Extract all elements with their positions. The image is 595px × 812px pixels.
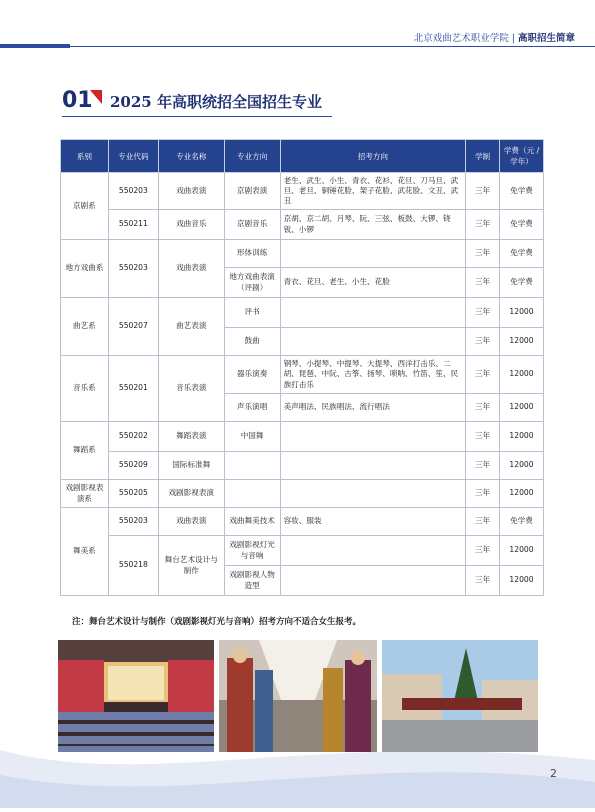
exam-cell bbox=[280, 422, 466, 452]
name-cell: 戏曲表演 bbox=[158, 508, 224, 536]
header-rule bbox=[70, 46, 595, 47]
dept-cell: 音乐系 bbox=[61, 356, 109, 422]
table-row bbox=[61, 240, 544, 268]
header-separator: | bbox=[511, 33, 515, 44]
direction-cell: 中国舞 bbox=[224, 422, 280, 452]
fee-cell: 12000 bbox=[500, 536, 544, 566]
years-cell: 三年 bbox=[466, 298, 500, 328]
code-cell: 550203 bbox=[108, 508, 158, 536]
years-cell: 三年 bbox=[466, 268, 500, 298]
col-header-fee: 学费（元 / 学年） bbox=[500, 140, 544, 173]
direction-cell: 京剧表演 bbox=[224, 173, 280, 210]
footnote: 注：舞台艺术设计与制作（戏剧影视灯光与音响）招考方向不适合女生报考。 bbox=[72, 617, 362, 627]
fee-cell: 免学费 bbox=[500, 268, 544, 298]
table-row bbox=[61, 508, 544, 536]
section-marker-icon bbox=[90, 90, 102, 104]
code-cell: 550202 bbox=[108, 422, 158, 452]
header-doc-title: 高职招生简章 bbox=[517, 33, 575, 44]
majors-table bbox=[60, 139, 544, 596]
years-cell: 三年 bbox=[466, 240, 500, 268]
table-row bbox=[61, 356, 544, 394]
campus-photo bbox=[382, 640, 538, 752]
name-cell: 曲艺表演 bbox=[158, 298, 224, 356]
name-cell: 戏曲音乐 bbox=[158, 210, 224, 240]
code-cell: 550203 bbox=[108, 240, 158, 298]
table-row bbox=[61, 452, 544, 480]
exam-cell bbox=[280, 298, 466, 328]
direction-cell: 声乐演唱 bbox=[224, 394, 280, 422]
direction-cell: 形体训练 bbox=[224, 240, 280, 268]
page-number: 2 bbox=[550, 767, 557, 780]
years-cell: 三年 bbox=[466, 508, 500, 536]
fee-cell: 12000 bbox=[500, 452, 544, 480]
direction-cell: 鼓曲 bbox=[224, 328, 280, 356]
direction-cell: 戏曲舞美技术 bbox=[224, 508, 280, 536]
years-cell: 三年 bbox=[466, 422, 500, 452]
col-header-code: 专业代码 bbox=[108, 140, 158, 173]
dept-cell: 地方戏曲系 bbox=[61, 240, 109, 298]
direction-cell: 戏剧影视灯光与音响 bbox=[224, 536, 280, 566]
col-header-direction: 专业方向 bbox=[224, 140, 280, 173]
col-header-years: 学制 bbox=[466, 140, 500, 173]
years-cell: 三年 bbox=[466, 173, 500, 210]
exam-cell bbox=[280, 480, 466, 508]
code-cell: 550218 bbox=[108, 536, 158, 596]
exam-cell bbox=[280, 452, 466, 480]
years-cell: 三年 bbox=[466, 210, 500, 240]
fee-cell: 12000 bbox=[500, 328, 544, 356]
header-school: 北京戏曲艺术职业学院 bbox=[413, 33, 509, 44]
code-cell: 550207 bbox=[108, 298, 158, 356]
dept-cell: 曲艺系 bbox=[61, 298, 109, 356]
exam-cell: 京胡、京二胡、月琴、阮、三弦、板鼓、大锣、铙钹、小锣 bbox=[280, 210, 466, 240]
name-cell: 戏剧影视表演 bbox=[158, 480, 224, 508]
running-header bbox=[414, 30, 575, 44]
exam-cell: 钢琴、小提琴、中提琴、大提琴、西洋打击乐、二胡、琵琶、中阮、古筝、扬琴、唢呐、竹笛、笙、民族打击乐 bbox=[280, 356, 466, 394]
exam-cell bbox=[280, 566, 466, 596]
fee-cell: 12000 bbox=[500, 422, 544, 452]
exam-cell bbox=[280, 536, 466, 566]
section-number: 01 bbox=[62, 88, 93, 113]
exam-cell bbox=[280, 240, 466, 268]
direction-cell: 地方戏曲表演（评剧） bbox=[224, 268, 280, 298]
code-cell: 550201 bbox=[108, 356, 158, 422]
exam-cell: 青衣、花旦、老生、小生、花脸 bbox=[280, 268, 466, 298]
name-cell: 舞蹈表演 bbox=[158, 422, 224, 452]
fee-cell: 免学费 bbox=[500, 508, 544, 536]
years-cell: 三年 bbox=[466, 356, 500, 394]
table-row bbox=[61, 173, 544, 210]
direction-cell bbox=[224, 480, 280, 508]
years-cell: 三年 bbox=[466, 394, 500, 422]
costume-exhibit-photo bbox=[219, 640, 377, 752]
direction-cell: 京剧音乐 bbox=[224, 210, 280, 240]
table-row bbox=[61, 422, 544, 452]
fee-cell: 免学费 bbox=[500, 240, 544, 268]
years-cell: 三年 bbox=[466, 536, 500, 566]
exam-cell: 美声唱法、民族唱法、流行唱法 bbox=[280, 394, 466, 422]
exam-cell bbox=[280, 328, 466, 356]
fee-cell: 12000 bbox=[500, 480, 544, 508]
dept-cell: 舞美系 bbox=[61, 508, 109, 596]
years-cell: 三年 bbox=[466, 480, 500, 508]
dept-cell: 戏剧影视表演系 bbox=[61, 480, 109, 508]
table-row bbox=[61, 298, 544, 328]
name-cell: 国际标准舞 bbox=[158, 452, 224, 480]
col-header-exam: 招考方向 bbox=[280, 140, 466, 173]
name-cell: 戏曲表演 bbox=[158, 173, 224, 210]
fee-cell: 12000 bbox=[500, 394, 544, 422]
direction-cell: 戏剧影视人物造型 bbox=[224, 566, 280, 596]
code-cell: 550205 bbox=[108, 480, 158, 508]
table-row bbox=[61, 210, 544, 240]
section-underline bbox=[62, 116, 332, 117]
code-cell: 550211 bbox=[108, 210, 158, 240]
direction-cell: 评书 bbox=[224, 298, 280, 328]
years-cell: 三年 bbox=[466, 452, 500, 480]
section-title: 2025 年高职统招全国招生专业 bbox=[110, 93, 322, 111]
section-heading bbox=[62, 88, 332, 114]
name-cell: 舞台艺术设计与制作 bbox=[158, 536, 224, 596]
dept-cell: 京剧系 bbox=[61, 173, 109, 240]
direction-cell bbox=[224, 452, 280, 480]
theater-photo bbox=[58, 640, 214, 752]
exam-cell: 老生、武生、小生、青衣、花衫、花旦、刀马旦、武旦、老旦、铜锤花脸、架子花脸、武花脸、文丑、武丑 bbox=[280, 173, 466, 210]
fee-cell: 12000 bbox=[500, 566, 544, 596]
years-cell: 三年 bbox=[466, 328, 500, 356]
code-cell: 550209 bbox=[108, 452, 158, 480]
fee-cell: 免学费 bbox=[500, 210, 544, 240]
exam-cell: 容妆、服装 bbox=[280, 508, 466, 536]
col-header-name: 专业名称 bbox=[158, 140, 224, 173]
direction-cell: 器乐演奏 bbox=[224, 356, 280, 394]
fee-cell: 12000 bbox=[500, 298, 544, 328]
code-cell: 550203 bbox=[108, 173, 158, 210]
header-accent-bar bbox=[0, 44, 70, 48]
years-cell: 三年 bbox=[466, 566, 500, 596]
table-row bbox=[61, 536, 544, 566]
table-row bbox=[61, 480, 544, 508]
fee-cell: 免学费 bbox=[500, 173, 544, 210]
table-header-row bbox=[61, 140, 544, 173]
dept-cell: 舞蹈系 bbox=[61, 422, 109, 480]
name-cell: 戏曲表演 bbox=[158, 240, 224, 298]
name-cell: 音乐表演 bbox=[158, 356, 224, 422]
fee-cell: 12000 bbox=[500, 356, 544, 394]
col-header-dept: 系别 bbox=[61, 140, 109, 173]
